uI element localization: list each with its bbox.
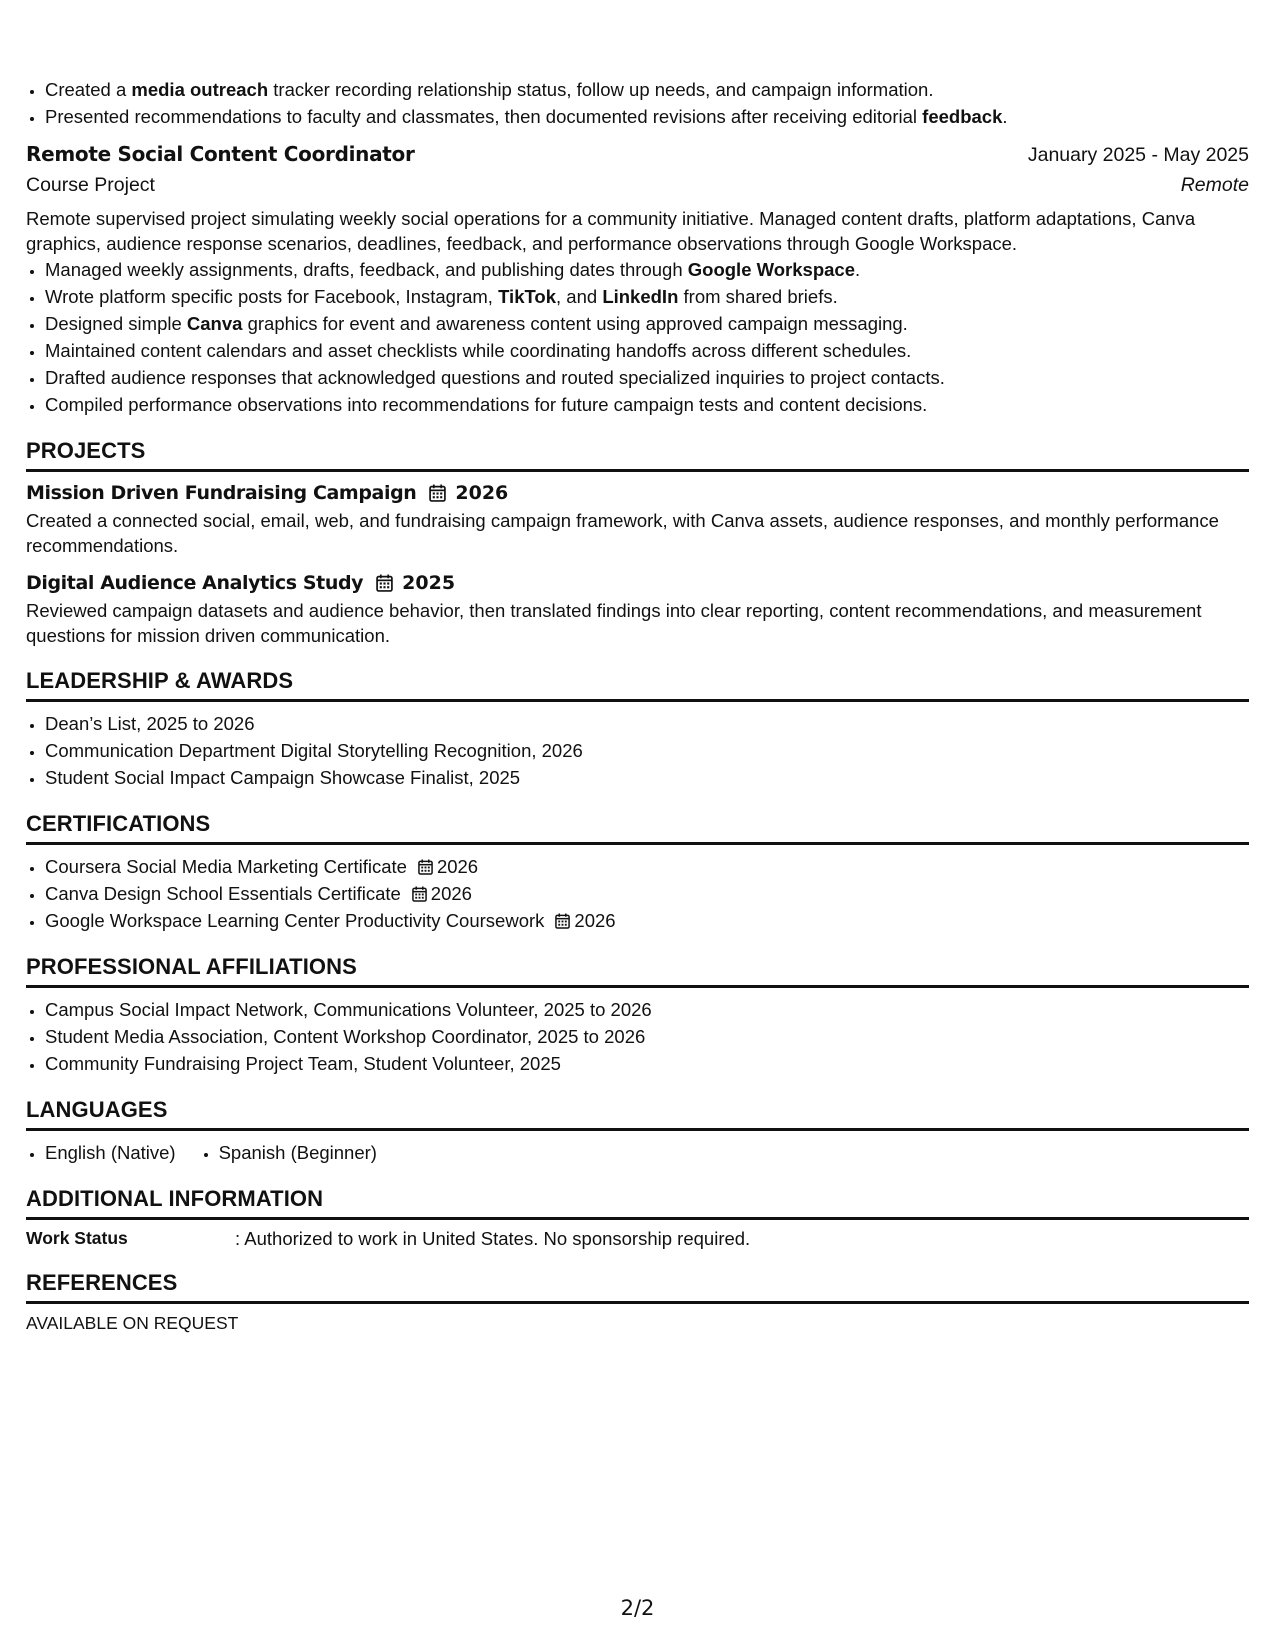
list-item: • Campus Social Impact Network, Communications Volunteer, 2025 to 2026 — [45, 996, 1249, 1023]
section-title-certifications: CERTIFICATIONS — [26, 811, 1249, 845]
work-status-label: Work Status — [26, 1228, 128, 1248]
certifications-list — [26, 853, 1249, 934]
list-item: • Canva Design School Essentials Certificate 2026 — [45, 880, 1249, 907]
resume-page — [26, 76, 1249, 1334]
job-location: Remote — [1180, 174, 1249, 196]
page-number: 2/2 — [620, 1596, 655, 1620]
list-item: • Dean’s List, 2025 to 2026 — [45, 710, 1249, 737]
list-item: • Drafted audience responses that acknowledged questions and routed specialized inquiries to project contacts. — [45, 364, 1249, 391]
project-year: 2025 — [402, 572, 456, 594]
calendar-icon — [555, 913, 570, 929]
project-name: Mission Driven Fundraising Campaign — [26, 482, 417, 504]
affiliations-list — [26, 996, 1249, 1077]
list-item: • Designed simple Canva graphics for event and awareness content using approved campaign messaging. — [45, 310, 1249, 337]
project-name: Digital Audience Analytics Study — [26, 572, 364, 594]
job-description: Remote supervised project simulating weekly social operations for a community initiative. Managed content drafts, platform adaptations, Canva graphics, audience response scenarios, deadlines, feedback, and performance observations through Google Workspace. — [26, 208, 1196, 254]
list-item: • Managed weekly assignments, drafts, feedback, and publishing dates through Google Workspace. — [45, 256, 1249, 283]
languages-list — [26, 1139, 1249, 1166]
previous-job-bullets — [26, 76, 1249, 130]
calendar-icon — [429, 484, 446, 502]
section-title-additional-info: ADDITIONAL INFORMATION — [26, 1186, 1249, 1220]
job-dates: January 2025 - May 2025 — [1027, 144, 1249, 166]
work-status-row — [26, 1228, 1249, 1250]
list-item: • Created a media outreach tracker recording relationship status, follow up needs, and campaign information. — [45, 76, 1249, 103]
calendar-icon — [376, 574, 393, 592]
list-item: • Presented recommendations to faculty and classmates, then documented revisions after receiving editorial feedback. — [45, 103, 1249, 130]
awards-list — [26, 710, 1249, 791]
list-item: • Communication Department Digital Storytelling Recognition, 2026 — [45, 737, 1249, 764]
project-description: Reviewed campaign datasets and audience behavior, then translated findings into clear reporting, content recommendations, and measurement questions for mission driven communication. — [26, 600, 1202, 646]
list-item: • Maintained content calendars and asset checklists while coordinating handoffs across different schedules. — [45, 337, 1249, 364]
references-text: AVAILABLE ON REQUEST — [26, 1313, 239, 1333]
job-subheader — [26, 174, 1249, 197]
list-item: • Spanish (Beginner) — [219, 1139, 377, 1166]
list-item: • Wrote platform specific posts for Facebook, Instagram, TikTok, and LinkedIn from shared briefs. — [45, 283, 1249, 310]
list-item: • Community Fundraising Project Team, Student Volunteer, 2025 — [45, 1050, 1249, 1077]
project-header — [26, 572, 1249, 594]
section-title-projects: PROJECTS — [26, 438, 1249, 472]
list-item: • English (Native) — [45, 1139, 176, 1166]
job-header — [26, 142, 1249, 167]
calendar-icon — [412, 886, 427, 902]
calendar-icon — [418, 859, 433, 875]
list-item: • Student Social Impact Campaign Showcase Finalist, 2025 — [45, 764, 1249, 791]
job-title: Remote Social Content Coordinator — [26, 142, 415, 166]
section-title-languages: LANGUAGES — [26, 1097, 1249, 1131]
list-item: • Compiled performance observations into recommendations for future campaign tests and content decisions. — [45, 391, 1249, 418]
project-header — [26, 482, 1249, 504]
list-item: • Google Workspace Learning Center Productivity Coursework 2026 — [45, 907, 1249, 934]
section-title-awards: LEADERSHIP & AWARDS — [26, 668, 1249, 702]
list-item: • Student Media Association, Content Workshop Coordinator, 2025 to 2026 — [45, 1023, 1249, 1050]
job-organization: Course Project — [26, 174, 155, 196]
work-status-value: : Authorized to work in United States. No sponsorship required. — [235, 1228, 751, 1249]
section-title-references: REFERENCES — [26, 1270, 1249, 1304]
section-title-affiliations: PROFESSIONAL AFFILIATIONS — [26, 954, 1249, 988]
project-year: 2026 — [455, 482, 509, 504]
project-description: Created a connected social, email, web, and fundraising campaign framework, with Canva assets, audience responses, and monthly performance recommendations. — [26, 510, 1219, 556]
list-item: • Coursera Social Media Marketing Certificate 2026 — [45, 853, 1249, 880]
job-bullets — [26, 256, 1249, 418]
